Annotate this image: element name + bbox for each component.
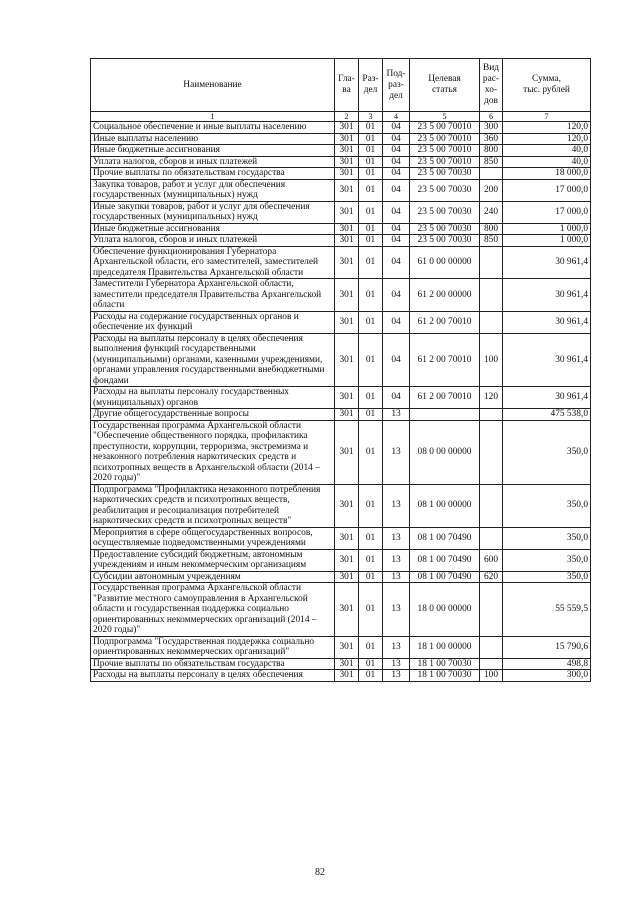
row-sum: 55 559,5 (503, 583, 591, 637)
row-expense-type (480, 583, 503, 637)
table-row (91, 549, 591, 571)
row-sum: 498,8 (503, 658, 591, 670)
row-sum: 350,0 (503, 527, 591, 549)
table-row (91, 636, 591, 658)
row-sum: 30 961,4 (503, 279, 591, 312)
table-row (91, 409, 591, 421)
row-sum: 17 000,0 (503, 179, 591, 201)
row-glava: 301 (335, 420, 359, 484)
row-glava: 301 (335, 658, 359, 670)
row-expense-type (480, 311, 503, 333)
row-sum: 40,0 (503, 145, 591, 157)
row-sum: 1 000,0 (503, 223, 591, 235)
row-expense-type (480, 484, 503, 527)
row-expense-type (480, 168, 503, 180)
row-name: Подпрограмма "Государственная поддержка социально ориентированных некоммерческих организаций" (91, 636, 335, 658)
row-glava: 301 (335, 179, 359, 201)
column-header-razdel-label: Раз- дел (362, 74, 379, 95)
row-glava: 301 (335, 527, 359, 549)
row-podrazdel: 04 (383, 145, 410, 157)
row-expense-type: 600 (480, 549, 503, 571)
row-name: Иные бюджетные ассигнования (91, 223, 335, 235)
row-podrazdel: 13 (383, 527, 410, 549)
row-razdel: 01 (359, 279, 383, 312)
row-podrazdel: 13 (383, 571, 410, 583)
table-row (91, 571, 591, 583)
row-name: Обеспечение функционирования Губернатора Архангельской области, его заместителей, заместителей председателя Правительства Архангельской области (91, 246, 335, 279)
row-sum: 15 790,6 (503, 636, 591, 658)
row-sum: 475 538,0 (503, 409, 591, 421)
row-expense-type: 120 (480, 387, 503, 409)
row-glava: 301 (335, 156, 359, 168)
row-glava: 301 (335, 311, 359, 333)
row-name: Социальное обеспечение и иные выплаты населению (91, 122, 335, 134)
row-podrazdel: 13 (383, 484, 410, 527)
row-glava: 301 (335, 279, 359, 312)
row-podrazdel: 04 (383, 156, 410, 168)
row-expense-type (480, 279, 503, 312)
row-sum: 30 961,4 (503, 246, 591, 279)
row-razdel: 01 (359, 168, 383, 180)
row-target-article: 61 0 00 00000 (410, 246, 480, 279)
row-glava: 301 (335, 333, 359, 387)
row-sum: 120,0 (503, 133, 591, 145)
table-row (91, 583, 591, 637)
column-header-glava-label: Гла- ва (338, 74, 355, 95)
row-expense-type: 360 (480, 133, 503, 145)
column-header-article-label: Целевая статья (428, 74, 461, 95)
row-name: Иные выплаты населению (91, 133, 335, 145)
row-podrazdel: 13 (383, 420, 410, 484)
row-glava: 301 (335, 583, 359, 637)
row-name: Государственная программа Архангельской области "Развитие местного самоуправления в Архангельской области и государственная поддержка социально ориентированных некоммерческих организаций (2014 – 2020 годы)" (91, 583, 335, 637)
row-expense-type: 620 (480, 571, 503, 583)
row-podrazdel: 04 (383, 168, 410, 180)
column-header-glava (335, 59, 359, 112)
row-glava: 301 (335, 201, 359, 223)
table-row (91, 156, 591, 168)
row-razdel: 01 (359, 583, 383, 637)
column-header-vid (480, 59, 503, 112)
row-razdel: 01 (359, 409, 383, 421)
row-razdel: 01 (359, 387, 383, 409)
row-target-article: 23 5 00 70030 (410, 168, 480, 180)
column-number-row (91, 112, 591, 122)
row-name: Предоставление субсидий бюджетным, автономным учреждениям и иным некоммерческим организациям (91, 549, 335, 571)
row-glava: 301 (335, 145, 359, 157)
row-expense-type (480, 409, 503, 421)
table-row (91, 168, 591, 180)
row-target-article (410, 409, 480, 421)
row-name: Прочие выплаты по обязательствам государства (91, 168, 335, 180)
table-row (91, 658, 591, 670)
table-row (91, 420, 591, 484)
row-razdel: 01 (359, 484, 383, 527)
column-header-name: Наименование (91, 59, 335, 112)
row-sum: 350,0 (503, 571, 591, 583)
row-razdel: 01 (359, 201, 383, 223)
table-row (91, 223, 591, 235)
row-name: Субсидии автономным учреждениям (91, 571, 335, 583)
row-podrazdel: 04 (383, 333, 410, 387)
row-name: Расходы на содержание государственных органов и обеспечение их функций (91, 311, 335, 333)
table-row (91, 145, 591, 157)
row-expense-type: 100 (480, 333, 503, 387)
row-target-article: 08 1 00 70490 (410, 549, 480, 571)
row-target-article: 23 5 00 70010 (410, 133, 480, 145)
table-row (91, 333, 591, 387)
row-podrazdel: 04 (383, 387, 410, 409)
row-expense-type: 240 (480, 201, 503, 223)
row-sum: 300,0 (503, 670, 591, 682)
row-target-article: 61 2 00 70010 (410, 311, 480, 333)
budget-table (90, 58, 591, 682)
row-name: Иные бюджетные ассигнования (91, 145, 335, 157)
row-target-article: 23 5 00 70010 (410, 145, 480, 157)
row-target-article: 18 1 00 70030 (410, 670, 480, 682)
row-expense-type (480, 658, 503, 670)
column-header-podrazdel-label: Под- раз- дел (386, 68, 406, 101)
row-name: Уплата налогов, сборов и иных платежей (91, 156, 335, 168)
table-header (91, 59, 591, 122)
row-glava: 301 (335, 168, 359, 180)
row-expense-type: 850 (480, 235, 503, 247)
row-razdel: 01 (359, 122, 383, 134)
column-header-sum-label: Сумма, тыс. рублей (523, 74, 570, 95)
column-number: 6 (480, 112, 503, 122)
row-name: Расходы на выплаты персоналу в целях обеспечения (91, 670, 335, 682)
row-razdel: 01 (359, 333, 383, 387)
row-razdel: 01 (359, 235, 383, 247)
row-target-article: 23 5 00 70010 (410, 122, 480, 134)
column-header-vid-label: Вид рас- хо- дов (482, 63, 500, 106)
column-number: 2 (335, 112, 359, 122)
row-sum: 17 000,0 (503, 201, 591, 223)
row-expense-type (480, 527, 503, 549)
table-row (91, 670, 591, 682)
row-target-article: 23 5 00 70030 (410, 201, 480, 223)
row-sum: 350,0 (503, 420, 591, 484)
row-name: Прочие выплаты по обязательствам государства (91, 658, 335, 670)
row-sum: 30 961,4 (503, 333, 591, 387)
row-glava: 301 (335, 636, 359, 658)
row-glava: 301 (335, 246, 359, 279)
table-row (91, 122, 591, 134)
row-podrazdel: 04 (383, 122, 410, 134)
row-name: Государственная программа Архангельской области "Обеспечение общественного порядка, профилактика преступности, коррупции, терроризма, экстремизма и незаконного потребления наркотических средств и психотропных веществ в Архангельской области (2014 – 2020 годы)" (91, 420, 335, 484)
row-razdel: 01 (359, 571, 383, 583)
row-podrazdel: 13 (383, 636, 410, 658)
row-name: Заместители Губернатора Архангельской области, заместители председателя Правительства Архангельской области (91, 279, 335, 312)
row-podrazdel: 13 (383, 583, 410, 637)
page-number: 82 (315, 867, 325, 878)
table-row (91, 201, 591, 223)
row-razdel: 01 (359, 246, 383, 279)
column-header-podrazdel (383, 59, 410, 112)
row-razdel: 01 (359, 527, 383, 549)
row-glava: 301 (335, 133, 359, 145)
row-podrazdel: 04 (383, 179, 410, 201)
row-name: Закупка товаров, работ и услуг для обеспечения государственных (муниципальных) нужд (91, 179, 335, 201)
row-podrazdel: 13 (383, 409, 410, 421)
row-glava: 301 (335, 235, 359, 247)
row-name: Расходы на выплаты персоналу государственных (муниципальных) органов (91, 387, 335, 409)
table-row (91, 484, 591, 527)
row-target-article: 61 2 00 70010 (410, 333, 480, 387)
row-expense-type (480, 246, 503, 279)
row-podrazdel: 13 (383, 670, 410, 682)
row-sum: 40,0 (503, 156, 591, 168)
row-sum: 350,0 (503, 549, 591, 571)
row-target-article: 18 1 00 70030 (410, 658, 480, 670)
row-expense-type (480, 420, 503, 484)
row-razdel: 01 (359, 549, 383, 571)
row-razdel: 01 (359, 420, 383, 484)
table-row (91, 133, 591, 145)
row-sum: 120,0 (503, 122, 591, 134)
row-razdel: 01 (359, 133, 383, 145)
row-target-article: 08 1 00 70490 (410, 571, 480, 583)
row-glava: 301 (335, 670, 359, 682)
row-sum: 30 961,4 (503, 387, 591, 409)
row-sum: 1 000,0 (503, 235, 591, 247)
row-target-article: 23 5 00 70030 (410, 179, 480, 201)
table-row (91, 387, 591, 409)
column-number: 1 (91, 112, 335, 122)
row-podrazdel: 04 (383, 201, 410, 223)
row-podrazdel: 04 (383, 223, 410, 235)
column-number: 4 (383, 112, 410, 122)
row-podrazdel: 04 (383, 279, 410, 312)
row-sum: 18 000,0 (503, 168, 591, 180)
row-target-article: 18 1 00 00000 (410, 636, 480, 658)
row-target-article: 61 2 00 00000 (410, 279, 480, 312)
row-expense-type: 100 (480, 670, 503, 682)
row-podrazdel: 13 (383, 549, 410, 571)
table-body (91, 122, 591, 682)
table-row (91, 311, 591, 333)
table-row (91, 279, 591, 312)
row-podrazdel: 04 (383, 246, 410, 279)
row-target-article: 08 1 00 70490 (410, 527, 480, 549)
row-name: Мероприятия в сфере общегосударственных вопросов, осуществляемые подведомственными учреждениями (91, 527, 335, 549)
row-target-article: 23 5 00 70010 (410, 156, 480, 168)
row-name: Иные закупки товаров, работ и услуг для обеспечения государственных (муниципальных) нужд (91, 201, 335, 223)
row-glava: 301 (335, 122, 359, 134)
row-razdel: 01 (359, 311, 383, 333)
row-expense-type: 200 (480, 179, 503, 201)
row-razdel: 01 (359, 145, 383, 157)
row-podrazdel: 04 (383, 133, 410, 145)
row-expense-type: 800 (480, 223, 503, 235)
row-razdel: 01 (359, 670, 383, 682)
row-name: Другие общегосударственные вопросы (91, 409, 335, 421)
row-sum: 30 961,4 (503, 311, 591, 333)
row-name: Подпрограмма "Профилактика незаконного потребления наркотических средств и психотропных веществ, реабилитация и ресоциализация потребителей наркотических средств и психотропных веществ" (91, 484, 335, 527)
row-expense-type: 850 (480, 156, 503, 168)
table-row (91, 246, 591, 279)
column-header-article (410, 59, 480, 112)
row-name: Расходы на выплаты персоналу в целях обеспечения выполнения функций государственными (муниципальными) органами, казенными учреждениями, органами управления государственными внебюджетными фондами (91, 333, 335, 387)
table-row (91, 527, 591, 549)
row-razdel: 01 (359, 156, 383, 168)
row-target-article: 23 5 00 70030 (410, 235, 480, 247)
row-target-article: 18 0 00 00000 (410, 583, 480, 637)
row-razdel: 01 (359, 179, 383, 201)
row-expense-type (480, 636, 503, 658)
row-razdel: 01 (359, 223, 383, 235)
row-glava: 301 (335, 223, 359, 235)
row-name: Уплата налогов, сборов и иных платежей (91, 235, 335, 247)
column-number: 5 (410, 112, 480, 122)
row-razdel: 01 (359, 636, 383, 658)
row-target-article: 08 1 00 00000 (410, 484, 480, 527)
table-row (91, 179, 591, 201)
table-row (91, 235, 591, 247)
column-number: 3 (359, 112, 383, 122)
column-number: 7 (503, 112, 591, 122)
row-expense-type: 300 (480, 122, 503, 134)
row-razdel: 01 (359, 658, 383, 670)
column-header-sum (503, 59, 591, 112)
row-glava: 301 (335, 409, 359, 421)
row-podrazdel: 13 (383, 658, 410, 670)
row-podrazdel: 04 (383, 235, 410, 247)
row-glava: 301 (335, 571, 359, 583)
column-header-razdel (359, 59, 383, 112)
row-expense-type: 800 (480, 145, 503, 157)
row-sum: 350,0 (503, 484, 591, 527)
row-glava: 301 (335, 549, 359, 571)
row-podrazdel: 04 (383, 311, 410, 333)
row-target-article: 08 0 00 00000 (410, 420, 480, 484)
row-glava: 301 (335, 387, 359, 409)
row-target-article: 23 5 00 70030 (410, 223, 480, 235)
row-glava: 301 (335, 484, 359, 527)
row-target-article: 61 2 00 70010 (410, 387, 480, 409)
